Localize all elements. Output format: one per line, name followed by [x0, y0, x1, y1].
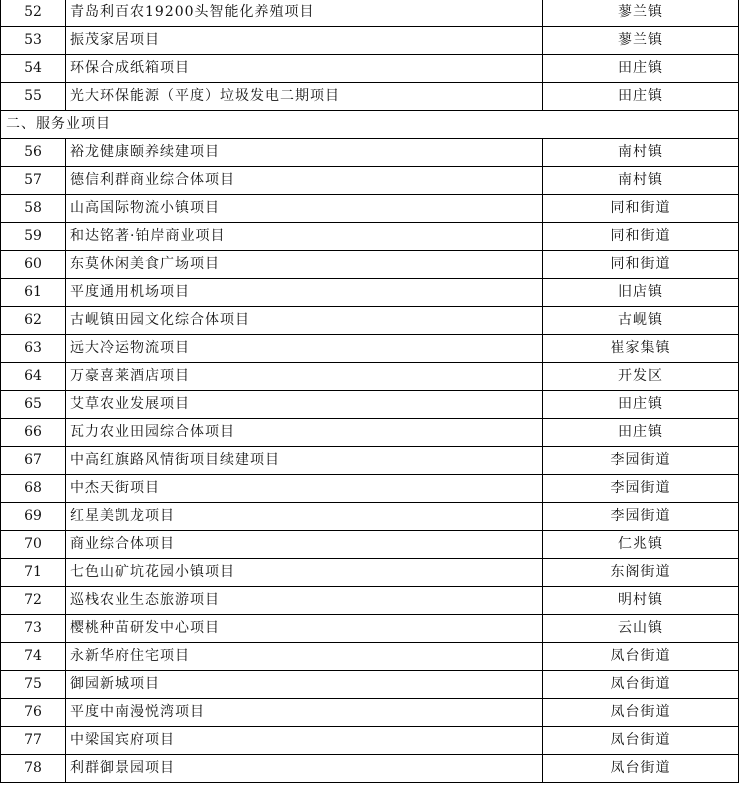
project-name: 裕龙健康颐养续建项目	[66, 139, 543, 167]
table-row	[1, 587, 739, 615]
row-number: 56	[1, 139, 66, 167]
row-number: 65	[1, 391, 66, 419]
project-location: 李园街道	[543, 475, 739, 503]
project-location: 旧店镇	[543, 279, 739, 307]
project-location: 东阁街道	[543, 559, 739, 587]
project-location: 同和街道	[543, 251, 739, 279]
table-row	[1, 0, 739, 27]
row-number: 55	[1, 83, 66, 111]
row-number: 67	[1, 447, 66, 475]
row-number: 69	[1, 503, 66, 531]
project-name: 古岘镇田园文化综合体项目	[66, 307, 543, 335]
project-location: 古岘镇	[543, 307, 739, 335]
table-row	[1, 83, 739, 111]
project-name: 七色山矿坑花园小镇项目	[66, 559, 543, 587]
table-row	[1, 559, 739, 587]
project-location: 凤台街道	[543, 755, 739, 783]
table-row	[1, 699, 739, 727]
row-number: 72	[1, 587, 66, 615]
row-number: 68	[1, 475, 66, 503]
row-number: 53	[1, 27, 66, 55]
section-title: 二、服务业项目	[1, 111, 739, 139]
project-location: 凤台街道	[543, 727, 739, 755]
table-row	[1, 447, 739, 475]
project-name: 振茂家居项目	[66, 27, 543, 55]
table-row	[1, 503, 739, 531]
table-row	[1, 727, 739, 755]
table-row	[1, 419, 739, 447]
section-header-group	[1, 111, 739, 139]
table-row	[1, 335, 739, 363]
table-row	[1, 223, 739, 251]
project-location: 南村镇	[543, 139, 739, 167]
project-name: 中杰天街项目	[66, 475, 543, 503]
project-name: 红星美凯龙项目	[66, 503, 543, 531]
row-number: 61	[1, 279, 66, 307]
project-location: 田庄镇	[543, 419, 739, 447]
project-location: 云山镇	[543, 615, 739, 643]
project-name: 光大环保能源（平度）垃圾发电二期项目	[66, 83, 543, 111]
service-project-rows	[1, 139, 739, 783]
project-location: 崔家集镇	[543, 335, 739, 363]
project-location: 蓼兰镇	[543, 0, 739, 27]
project-location: 田庄镇	[543, 55, 739, 83]
row-number: 74	[1, 643, 66, 671]
project-name: 山高国际物流小镇项目	[66, 195, 543, 223]
table-row	[1, 475, 739, 503]
project-name: 万豪喜莱酒店项目	[66, 363, 543, 391]
row-number: 52	[1, 0, 66, 27]
row-number: 63	[1, 335, 66, 363]
row-number: 75	[1, 671, 66, 699]
project-name: 东莫休闲美食广场项目	[66, 251, 543, 279]
table-row	[1, 27, 739, 55]
project-location: 田庄镇	[543, 391, 739, 419]
project-location: 开发区	[543, 363, 739, 391]
project-location: 同和街道	[543, 223, 739, 251]
table-row	[1, 363, 739, 391]
project-location: 同和街道	[543, 195, 739, 223]
table-row	[1, 671, 739, 699]
row-number: 54	[1, 55, 66, 83]
table-row	[1, 279, 739, 307]
row-number: 71	[1, 559, 66, 587]
row-number: 58	[1, 195, 66, 223]
row-number: 60	[1, 251, 66, 279]
industrial-project-rows	[1, 0, 739, 111]
project-name: 环保合成纸箱项目	[66, 55, 543, 83]
row-number: 57	[1, 167, 66, 195]
project-location: 李园街道	[543, 447, 739, 475]
project-name: 青岛利百农19200头智能化养殖项目	[66, 0, 543, 27]
row-number: 77	[1, 727, 66, 755]
table-row	[1, 307, 739, 335]
project-name: 商业综合体项目	[66, 531, 543, 559]
table-row	[1, 55, 739, 83]
table-row	[1, 755, 739, 783]
project-location: 南村镇	[543, 167, 739, 195]
table-row	[1, 615, 739, 643]
row-number: 76	[1, 699, 66, 727]
table-row	[1, 139, 739, 167]
project-name: 利群御景园项目	[66, 755, 543, 783]
project-location: 田庄镇	[543, 83, 739, 111]
project-location: 仁兆镇	[543, 531, 739, 559]
section-header-row	[1, 111, 739, 139]
table-row	[1, 643, 739, 671]
project-name: 远大冷运物流项目	[66, 335, 543, 363]
project-location: 明村镇	[543, 587, 739, 615]
project-name: 和达铭著·铂岸商业项目	[66, 223, 543, 251]
project-name: 中梁国宾府项目	[66, 727, 543, 755]
project-location: 凤台街道	[543, 671, 739, 699]
row-number: 64	[1, 363, 66, 391]
row-number: 62	[1, 307, 66, 335]
project-location: 李园街道	[543, 503, 739, 531]
row-number: 59	[1, 223, 66, 251]
project-location: 凤台街道	[543, 699, 739, 727]
project-name: 艾草农业发展项目	[66, 391, 543, 419]
project-name: 平度通用机场项目	[66, 279, 543, 307]
row-number: 78	[1, 755, 66, 783]
row-number: 73	[1, 615, 66, 643]
table-row	[1, 531, 739, 559]
row-number: 70	[1, 531, 66, 559]
project-location: 蓼兰镇	[543, 27, 739, 55]
project-name: 御园新城项目	[66, 671, 543, 699]
table-row	[1, 391, 739, 419]
row-number: 66	[1, 419, 66, 447]
project-name: 永新华府住宅项目	[66, 643, 543, 671]
project-name: 樱桃种苗研发中心项目	[66, 615, 543, 643]
project-name: 瓦力农业田园综合体项目	[66, 419, 543, 447]
project-name: 中高红旗路风情街项目续建项目	[66, 447, 543, 475]
project-location: 凤台街道	[543, 643, 739, 671]
table-row	[1, 167, 739, 195]
project-name: 巡栈农业生态旅游项目	[66, 587, 543, 615]
project-name: 平度中南漫悦湾项目	[66, 699, 543, 727]
table-row	[1, 195, 739, 223]
table-row	[1, 251, 739, 279]
project-name: 德信利群商业综合体项目	[66, 167, 543, 195]
